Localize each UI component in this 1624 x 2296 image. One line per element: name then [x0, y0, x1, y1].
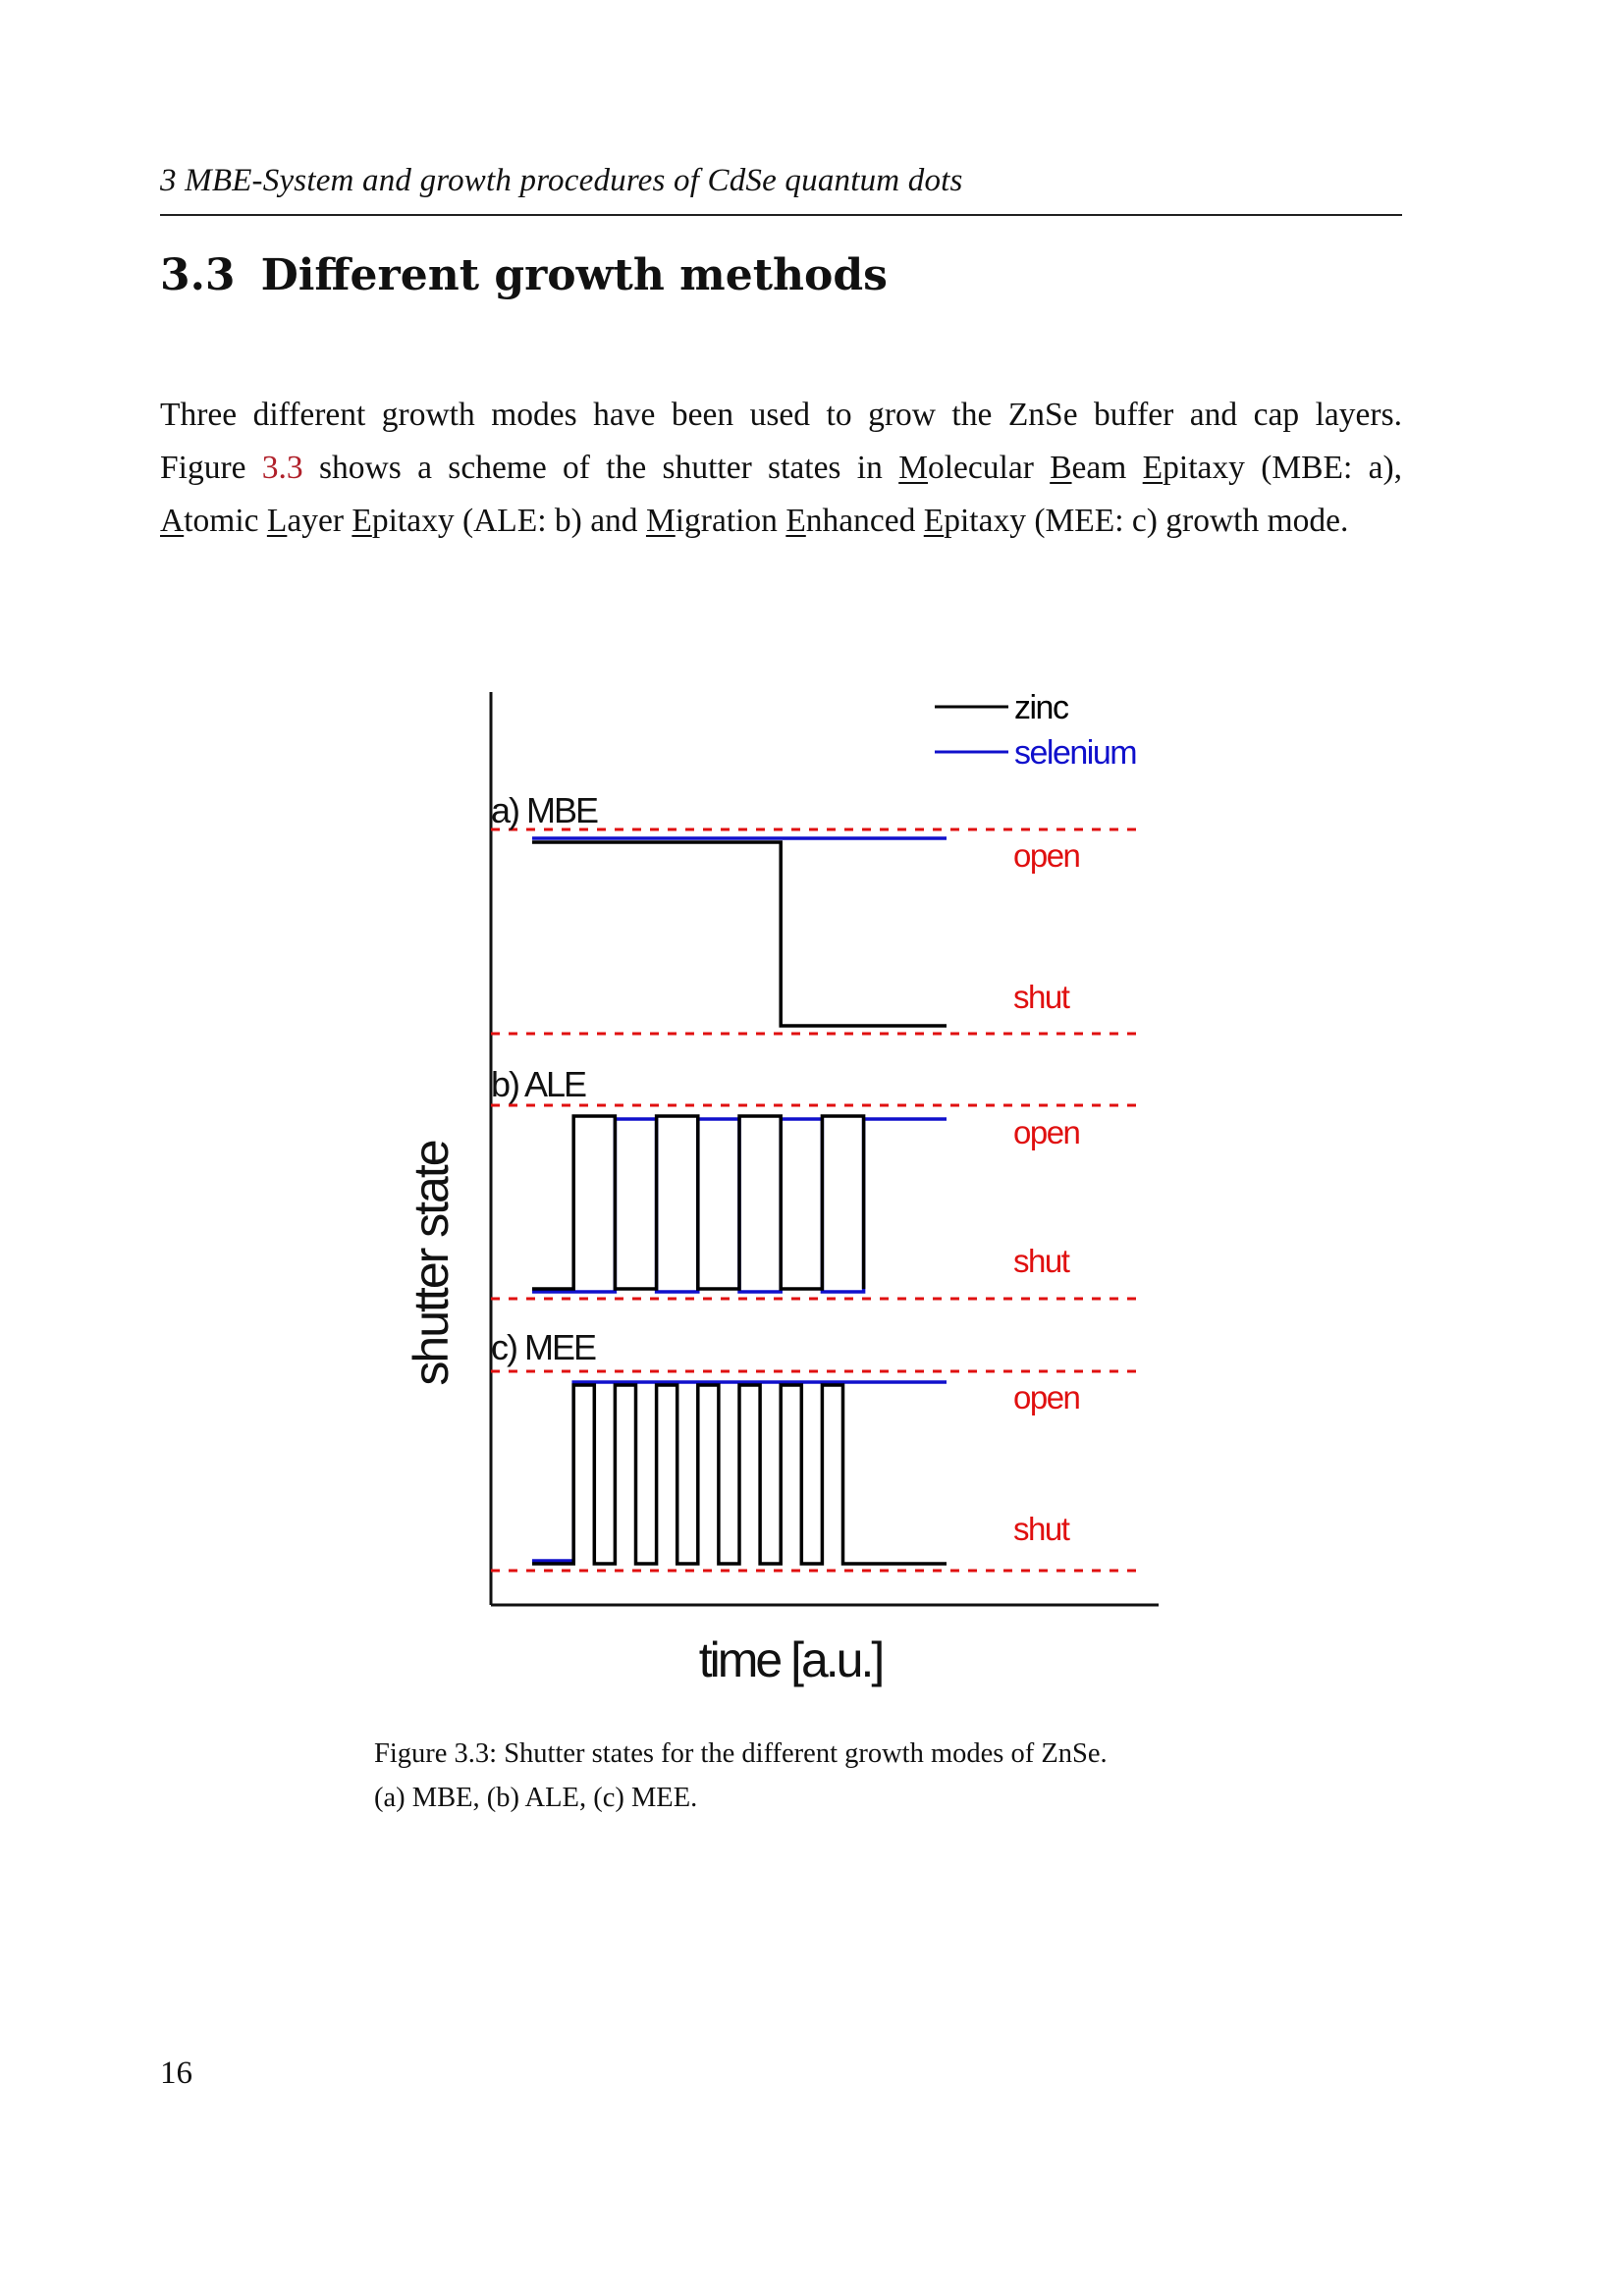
state-label-open-mbe: open	[1013, 837, 1080, 874]
text-olecular: olecular	[927, 450, 1051, 486]
caption-line-2: (a) MBE, (b) ALE, (c) MEE.	[374, 1783, 698, 1813]
underlined-e: E	[785, 503, 806, 539]
text-nhanced: nhanced	[805, 503, 924, 539]
text-figure: Figure	[160, 450, 262, 486]
paragraph-line-3	[160, 495, 1402, 548]
state-label-open-mee: open	[1013, 1379, 1080, 1415]
underlined-m: M	[898, 450, 928, 486]
state-label-shut-mbe: shut	[1013, 979, 1069, 1015]
zinc-trace-mee	[532, 1385, 947, 1564]
text-eam: eam	[1071, 450, 1143, 486]
underlined-m: M	[645, 503, 676, 539]
text-pitaxy-mbe: pitaxy (MBE: a),	[1163, 450, 1402, 486]
zinc-trace-mbe	[532, 842, 947, 1026]
panel-label-mee: c) MEE	[491, 1327, 596, 1367]
header-rule	[160, 214, 1402, 216]
paragraph-line-2	[160, 442, 1402, 495]
text-pitaxy-mee: pitaxy (MEE: c) growth mode.	[944, 503, 1349, 539]
underlined-e: E	[352, 503, 372, 539]
section-title-text: Different growth methods	[260, 250, 888, 300]
x-axis-label: time [a.u.]	[698, 1632, 883, 1687]
legend-label-selenium: selenium	[1014, 734, 1137, 772]
underlined-e: E	[923, 503, 945, 539]
underlined-b: B	[1050, 450, 1072, 486]
y-axis-label: shutter state	[404, 1141, 459, 1386]
legend-label-zinc: zinc	[1014, 689, 1068, 726]
figure-reference-link[interactable]: 3.3	[261, 450, 303, 486]
body-paragraph	[160, 389, 1402, 548]
figure-caption	[374, 1732, 1258, 1820]
figure-shutter-states	[393, 677, 1178, 1708]
shutter-state-chart	[393, 677, 1178, 1708]
text-pitaxy-ale: pitaxy (ALE: b) and	[371, 503, 646, 539]
text-ayer: ayer	[287, 503, 352, 539]
state-label-shut-ale: shut	[1013, 1243, 1069, 1279]
underlined-a: A	[160, 503, 185, 539]
underlined-e: E	[1142, 450, 1164, 486]
section-number: 3.3	[160, 250, 236, 300]
text-tomic: tomic	[184, 503, 267, 539]
running-head: 3 MBE-System and growth procedures of CdSe quantum dots	[160, 163, 963, 198]
text-shows: shows a scheme of the shutter states in	[302, 450, 899, 486]
paragraph-line-1: Three different growth modes have been used to grow the ZnSe buffer and cap layers.	[160, 397, 1402, 433]
underlined-l: L	[266, 503, 288, 539]
state-label-open-ale: open	[1013, 1114, 1080, 1150]
state-label-shut-mee: shut	[1013, 1511, 1069, 1547]
zinc-trace-ale	[532, 1116, 864, 1289]
panel-label-mbe: a) MBE	[491, 790, 598, 830]
caption-line-1: Figure 3.3: Shutter states for the different growth modes of ZnSe.	[374, 1738, 1108, 1769]
section-title	[160, 250, 888, 300]
page-number: 16	[160, 2056, 192, 2091]
text-igration: igration	[675, 503, 786, 539]
panel-label-ale: b) ALE	[491, 1064, 586, 1104]
